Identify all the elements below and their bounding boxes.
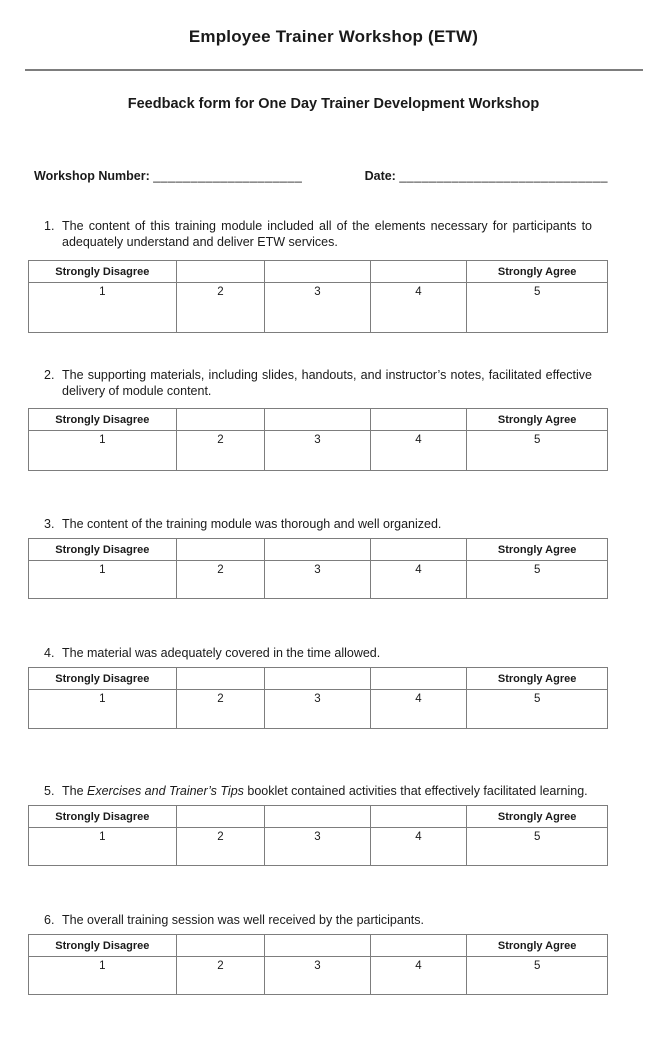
question-1-number: 1.	[44, 219, 55, 233]
rating-cell-3[interactable]: 3	[265, 283, 370, 333]
question-2	[0, 367, 667, 471]
scale-min-label: Strongly Disagree	[29, 261, 177, 283]
rating-table-1	[28, 260, 608, 333]
rating-cell-3[interactable]: 3	[265, 431, 370, 471]
question-3	[0, 516, 667, 599]
rating-cell-2[interactable]: 2	[176, 561, 265, 599]
scale-header-empty	[265, 806, 370, 828]
question-1-text: The content of this training module included all of the elements necessary for participants to adequately understand and deliver ETW services.	[62, 219, 592, 249]
scale-max-label: Strongly Agree	[467, 261, 608, 283]
scale-header-empty	[265, 668, 370, 690]
scale-header-empty	[370, 935, 467, 957]
rating-cell-3[interactable]: 3	[265, 957, 370, 995]
rating-cell-4[interactable]: 4	[370, 828, 467, 866]
workshop-number-blank[interactable]: ____________________	[153, 169, 303, 183]
scale-header-empty	[370, 261, 467, 283]
scale-header-empty	[265, 539, 370, 561]
rating-cell-2[interactable]: 2	[176, 690, 265, 729]
question-6	[0, 912, 667, 995]
rating-cell-2[interactable]: 2	[176, 431, 265, 471]
rating-table-2	[28, 408, 608, 471]
scale-header-empty	[265, 261, 370, 283]
scale-header-empty	[370, 806, 467, 828]
rating-cell-5[interactable]: 5	[467, 957, 608, 995]
scale-header-empty	[265, 409, 370, 431]
scale-header-empty	[265, 935, 370, 957]
scale-header-empty	[176, 539, 265, 561]
rating-cell-1[interactable]: 1	[29, 283, 177, 333]
rating-cell-5[interactable]: 5	[467, 431, 608, 471]
scale-header-empty	[176, 409, 265, 431]
question-6-text: The overall training session was well received by the participants.	[62, 913, 424, 927]
question-5	[0, 783, 667, 866]
scale-max-label: Strongly Agree	[467, 539, 608, 561]
question-2-number: 2.	[44, 368, 55, 382]
scale-min-label: Strongly Disagree	[29, 409, 177, 431]
rating-cell-5[interactable]: 5	[467, 561, 608, 599]
rating-cell-2[interactable]: 2	[176, 957, 265, 995]
scale-header-empty	[176, 668, 265, 690]
header-divider	[25, 69, 643, 71]
rating-cell-4[interactable]: 4	[370, 283, 467, 333]
scale-header-empty	[370, 409, 467, 431]
date-blank[interactable]: ____________________________	[399, 169, 608, 183]
workshop-number-label: Workshop Number:	[34, 169, 150, 183]
scale-min-label: Strongly Disagree	[29, 539, 177, 561]
rating-cell-2[interactable]: 2	[176, 828, 265, 866]
rating-cell-3[interactable]: 3	[265, 690, 370, 729]
scale-max-label: Strongly Agree	[467, 668, 608, 690]
question-6-number: 6.	[44, 913, 55, 927]
rating-cell-4[interactable]: 4	[370, 431, 467, 471]
rating-cell-5[interactable]: 5	[467, 283, 608, 333]
rating-cell-3[interactable]: 3	[265, 561, 370, 599]
question-3-text: The content of the training module was thorough and well organized.	[62, 517, 442, 531]
scale-min-label: Strongly Disagree	[29, 806, 177, 828]
scale-min-label: Strongly Disagree	[29, 935, 177, 957]
rating-cell-1[interactable]: 1	[29, 828, 177, 866]
rating-table-5	[28, 805, 608, 866]
date-label: Date:	[364, 169, 396, 183]
scale-min-label: Strongly Disagree	[29, 668, 177, 690]
rating-cell-4[interactable]: 4	[370, 957, 467, 995]
rating-table-4	[28, 667, 608, 729]
question-5-number: 5.	[44, 784, 55, 798]
rating-cell-4[interactable]: 4	[370, 561, 467, 599]
scale-max-label: Strongly Agree	[467, 409, 608, 431]
rating-cell-5[interactable]: 5	[467, 690, 608, 729]
rating-cell-1[interactable]: 1	[29, 690, 177, 729]
rating-cell-2[interactable]: 2	[176, 283, 265, 333]
question-3-number: 3.	[44, 517, 55, 531]
scale-max-label: Strongly Agree	[467, 935, 608, 957]
question-4-text: The material was adequately covered in the time allowed.	[62, 646, 381, 660]
question-2-text: The supporting materials, including slides, handouts, and instructor’s notes, facilitated effective delivery of module content.	[62, 368, 592, 398]
rating-cell-1[interactable]: 1	[29, 957, 177, 995]
rating-cell-4[interactable]: 4	[370, 690, 467, 729]
rating-cell-3[interactable]: 3	[265, 828, 370, 866]
question-5-text: The Exercises and Trainer’s Tips booklet contained activities that effectively facilitated learning.	[62, 784, 588, 798]
scale-header-empty	[176, 261, 265, 283]
rating-cell-5[interactable]: 5	[467, 828, 608, 866]
scale-header-empty	[370, 539, 467, 561]
scale-header-empty	[176, 935, 265, 957]
form-fields-row	[34, 169, 608, 183]
question-4	[0, 645, 667, 729]
workshop-number-field	[34, 169, 302, 183]
page-title: Employee Trainer Workshop (ETW)	[188, 27, 479, 46]
rating-table-6	[28, 934, 608, 995]
rating-table-3	[28, 538, 608, 599]
question-1	[0, 218, 667, 333]
scale-max-label: Strongly Agree	[467, 806, 608, 828]
date-field	[365, 169, 608, 183]
form-subtitle: Feedback form for One Day Trainer Development Workshop	[127, 96, 540, 112]
rating-cell-1[interactable]: 1	[29, 561, 177, 599]
rating-cell-1[interactable]: 1	[29, 431, 177, 471]
scale-header-empty	[176, 806, 265, 828]
question-4-number: 4.	[44, 646, 55, 660]
scale-header-empty	[370, 668, 467, 690]
